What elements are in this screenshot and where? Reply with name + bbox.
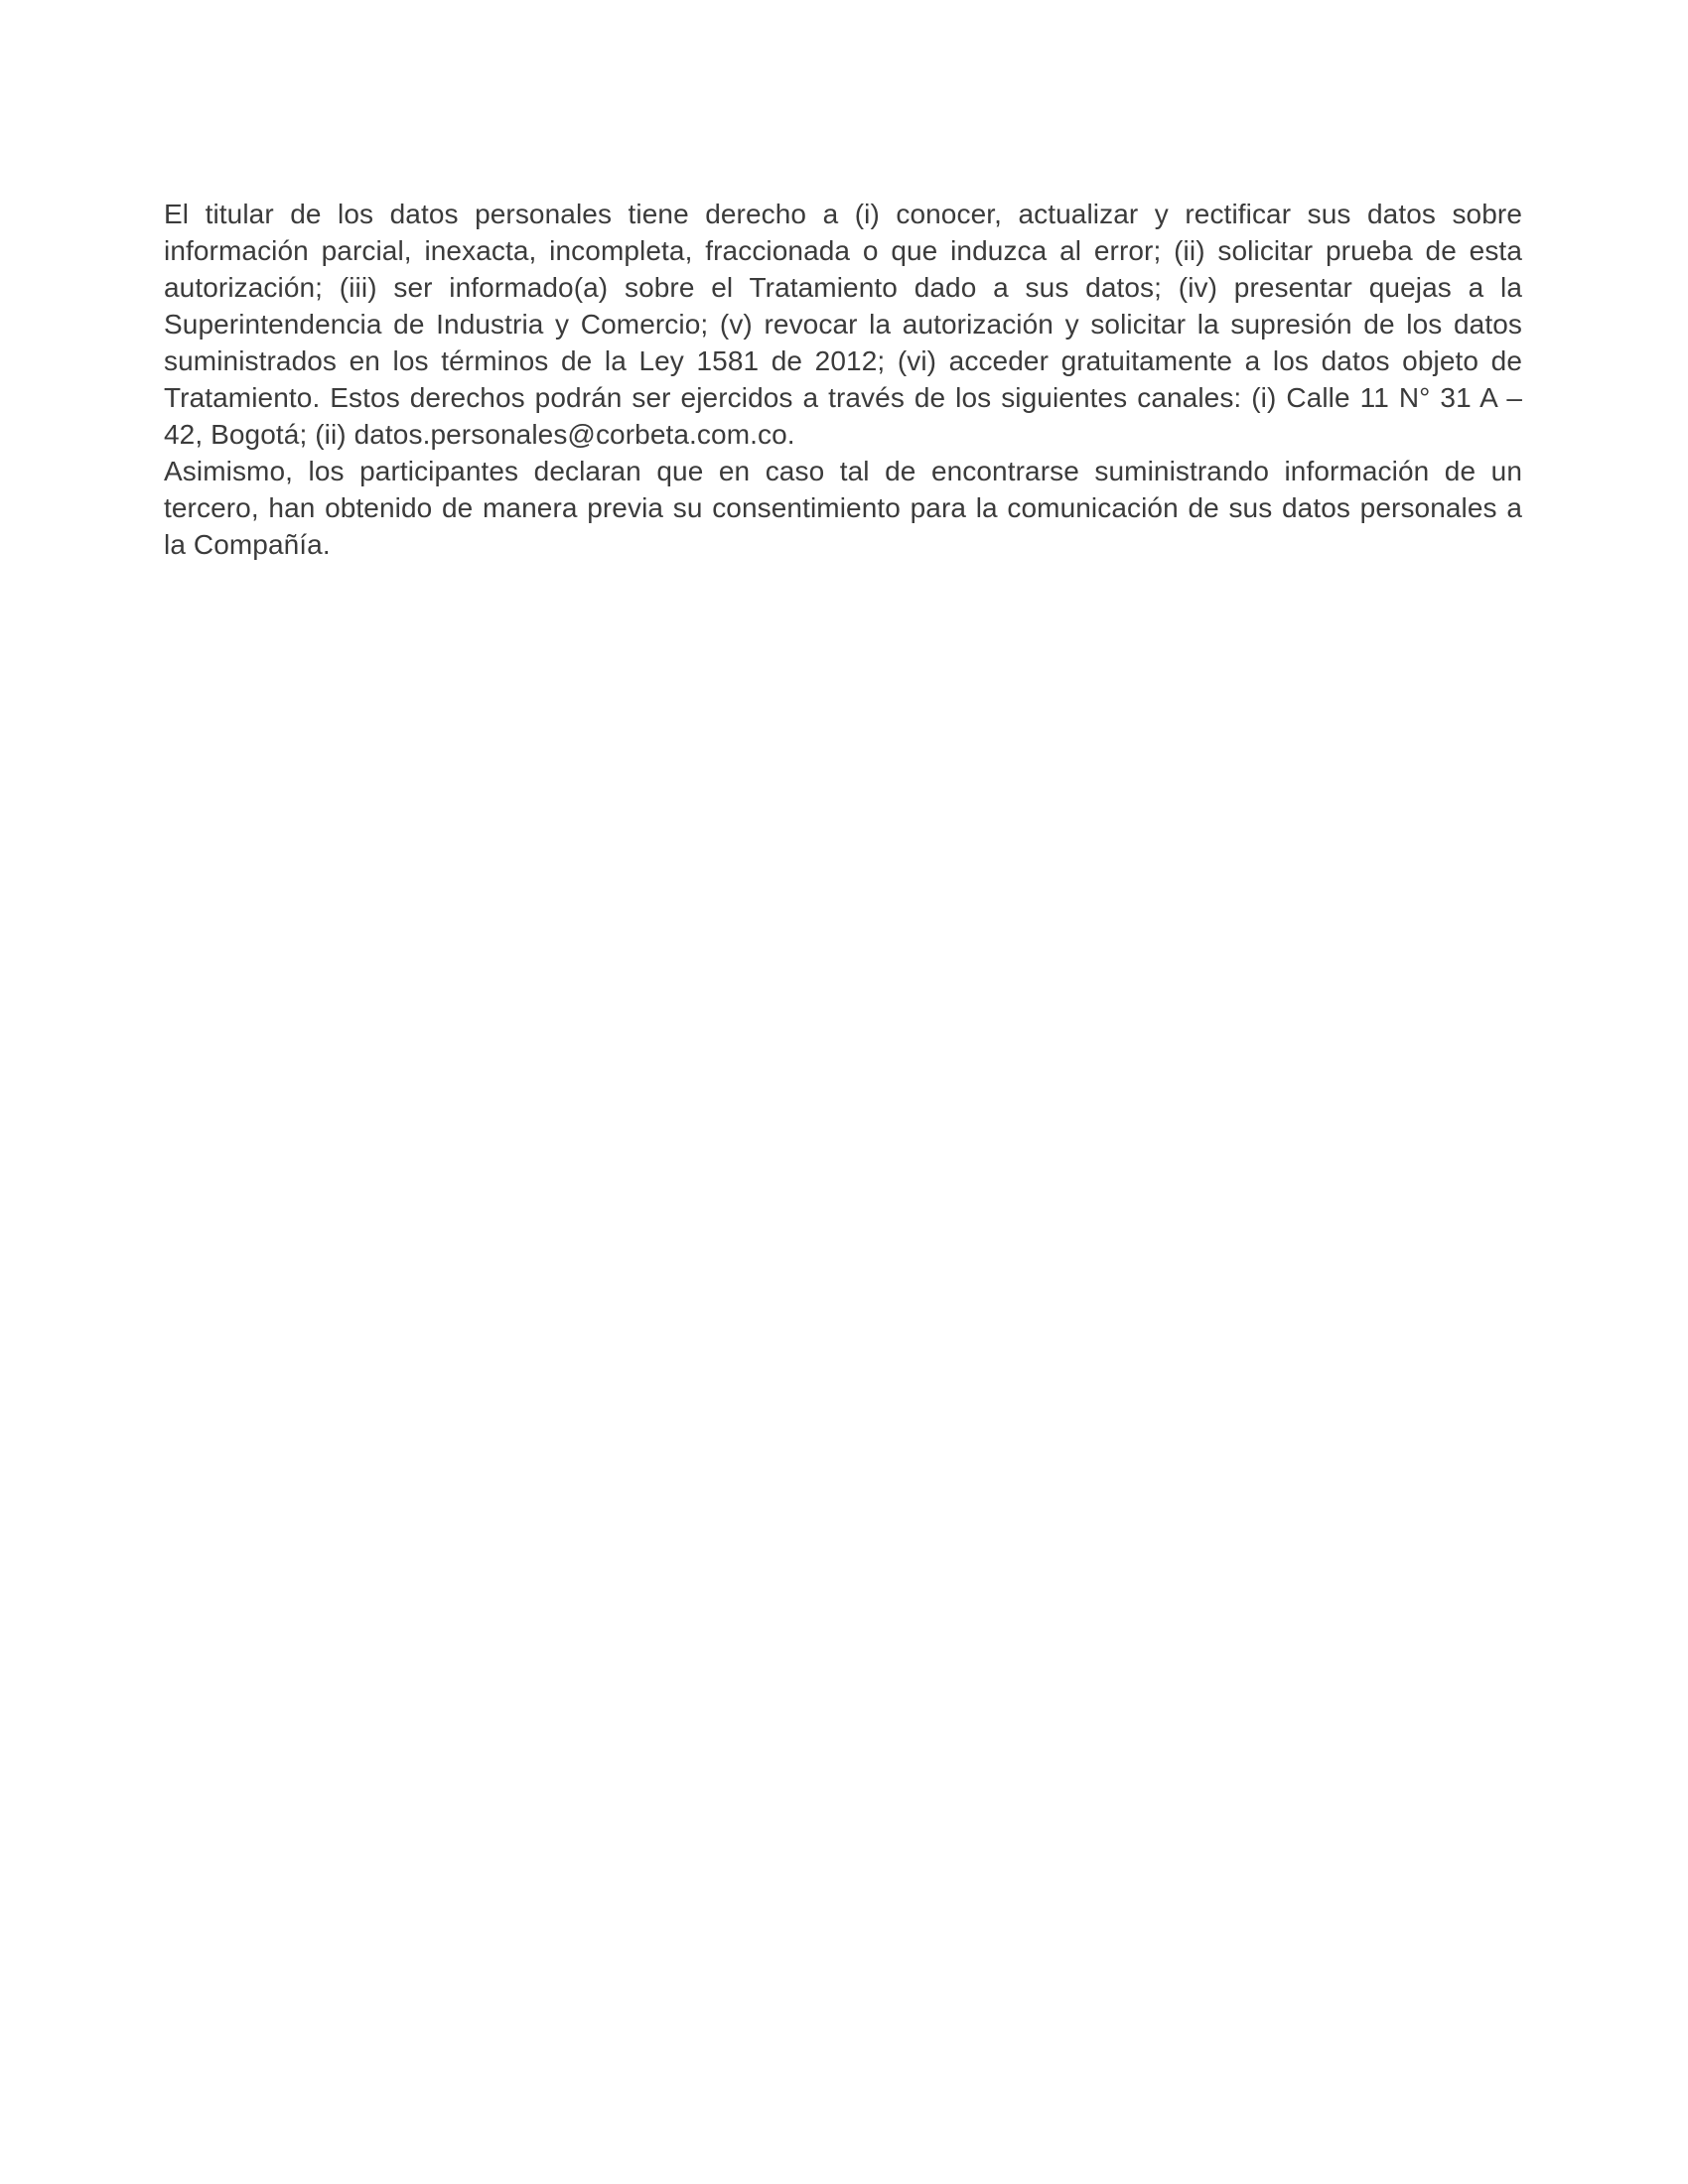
text-block [164,196,1522,563]
paragraph-third-party-consent: Asimismo, los participantes declaran que en caso tal de encontrarse suministrando información de un tercero, han obtenido de manera previa su consentimiento para la comunicación de sus datos personales a la Compañía. [164,456,1522,560]
paragraph-data-subject-rights: El titular de los datos personales tiene derecho a (i) conocer, actualizar y rectificar sus datos sobre información parcial, inexacta, incompleta, fraccionada o que induzca al error; (ii) solicitar prueba de esta autorización; (iii) ser informado(a) sobre el Tratamiento dado a sus datos; (iv) presentar quejas a la Superintendencia de Industria y Comercio; (v) revocar la autorización y solicitar la supresión de los datos suministrados en los términos de la Ley 1581 de 2012; (vi) acceder gratuitamente a los datos objeto de Tratamiento. Estos derechos podrán ser ejercidos a través de los siguientes canales: (i) Calle 11 N° 31 A – 42, Bogotá; (ii) datos.personales@corbeta.com.co. [164,199,1522,450]
